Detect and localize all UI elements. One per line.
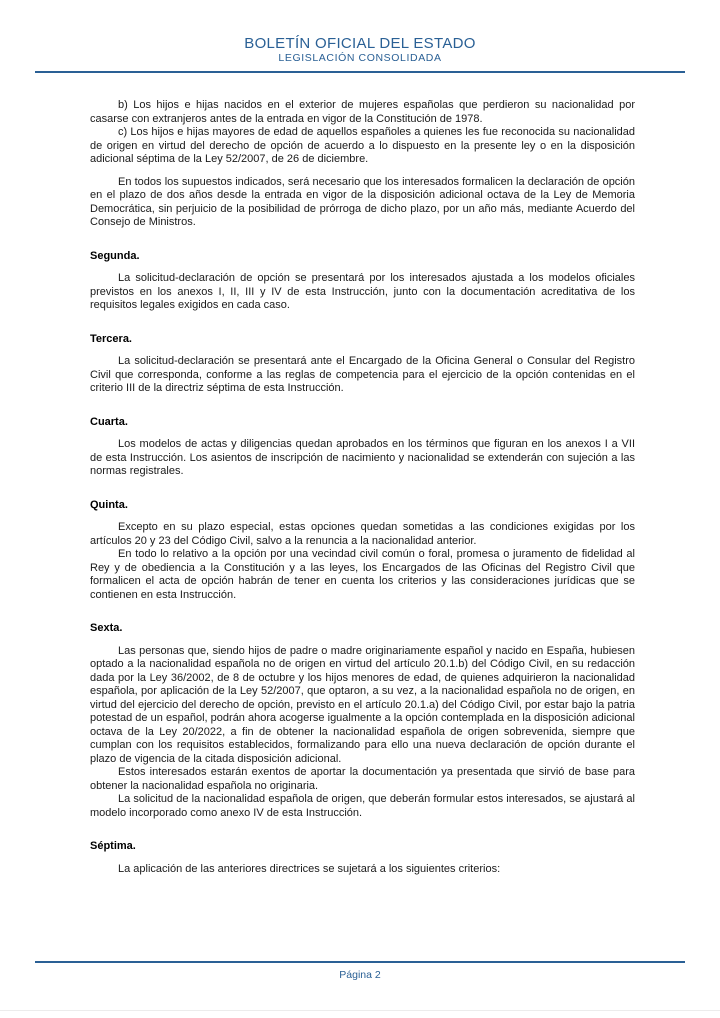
section-heading-tercera: Tercera. (90, 332, 132, 345)
section-heading-quinta: Quinta. (90, 498, 128, 511)
paragraph: Excepto en su plazo especial, estas opciones quedan sometidas a las condiciones exigidas por los artículos 20 y 23 del Código Civil, salvo a la renuncia a la nacionalidad anterior. (90, 521, 635, 547)
paragraph: En todos los supuestos indicados, será necesario que los interesados formalicen la declaración de opción en el plazo de dos años desde la entrada en vigor de la disposición adicional octava de la Ley de Memoria Democrática, sin perjuicio de la posibilidad de prórroga de dicho plazo, por un año más, mediante Acuerdo del Consejo de Ministros. (90, 175, 635, 228)
section-heading-septima: Séptima. (90, 840, 136, 852)
header-rule (35, 71, 685, 73)
paragraph: La aplicación de las anteriores directrices se sujetará a los siguientes criterios: (118, 862, 501, 875)
section-heading-cuarta: Cuarta. (90, 415, 128, 428)
page-number: Página 2 (339, 969, 381, 981)
section-heading-sexta: Sexta. (90, 622, 123, 634)
paragraph: La solicitud-declaración se presentará ante el Encargado de la Oficina General o Consular del Registro Civil que corresponda, conforme a las reglas de competencia para el ejercicio de la opción contenidas en el criterio III de la directriz séptima de esta Instrucción. (90, 355, 635, 394)
paragraph: Los modelos de actas y diligencias quedan aprobados en los términos que figuran en los anexos I a VII de esta Instrucción. Los asientos de inscripción de nacimiento y nacionalidad se extenderán con sujeción a las normas registrales. (90, 438, 635, 477)
section-heading-segunda: Segunda. (90, 249, 140, 262)
footer-rule (35, 961, 685, 963)
document-body (90, 99, 635, 876)
header-subtitle: LEGISLACIÓN CONSOLIDADA (278, 52, 442, 64)
paragraph: La solicitud-declaración de opción se presentará por los interesados ajustada a los modelos oficiales previstos en los anexos I, II, III y IV de esta Instrucción, junto con la documentación acreditativa de los requisitos legales exigidos en cada caso. (90, 272, 635, 311)
paragraph: Estos interesados estarán exentos de aportar la documentación ya presentada que sirvió de base para obtener la nacionalidad española no originaria. (90, 766, 635, 792)
paragraph: Las personas que, siendo hijos de padre o madre originariamente español y nacido en España, hubiesen optado a la nacionalidad española no de origen en virtud del artículo 20.1.b) del Código Civil, en su redacción dada por la Ley 36/2002, de 8 de octubre y los hijos menores de edad, de quienes adquirieron la nacionalidad española, por aplicación de la Ley 52/2007, que optaron, a su vez, a la nacionalidad española no de origen, en virtud del ejercicio del derecho de opción, previsto en el artículo 20.1.a) del Código Civil, por estar bajo la patria potestad de un español, podrán ahora acogerse igualmente a la opción contemplada en la disposición adicional octava de la Ley 20/2022, a fin de obtener la nacionalidad española de origen sobrevenida, siempre que cumplan con los requisitos establecidos, formalizando para ello una nueva declaración de opción durante el plazo de vigencia de la citada disposición adicional. (90, 644, 635, 765)
header-title: BOLETÍN OFICIAL DEL ESTADO (244, 35, 476, 52)
bottom-edge-line (0, 1010, 720, 1011)
paragraph: En todo lo relativo a la opción por una vecindad civil común o foral, promesa o juramento de fidelidad al Rey y de obediencia a la Constitución y a las leyes, los Encargados de las Oficinas del Registro Civil que formalicen el acta de opción habrán de tener en cuenta los criterios y las consideraciones jurídicas que se contienen en esta Instrucción. (90, 548, 635, 601)
paragraph: b) Los hijos e hijas nacidos en el exterior de mujeres españolas que perdieron su nacionalidad por casarse con extranjeros antes de la entrada en vigor de la Constitución de 1978. (90, 99, 635, 125)
paragraph: La solicitud de la nacionalidad española de origen, que deberán formular estos interesados, se ajustará al modelo incorporado como anexo IV de esta Instrucción. (90, 793, 635, 819)
page-header (0, 35, 720, 65)
paragraph: c) Los hijos e hijas mayores de edad de aquellos españoles a quienes les fue reconocida su nacionalidad de origen en virtud del derecho de opción de acuerdo a lo dispuesto en la presente ley o en la disposición adicional séptima de la Ley 52/2007, de 26 de diciembre. (90, 126, 635, 165)
